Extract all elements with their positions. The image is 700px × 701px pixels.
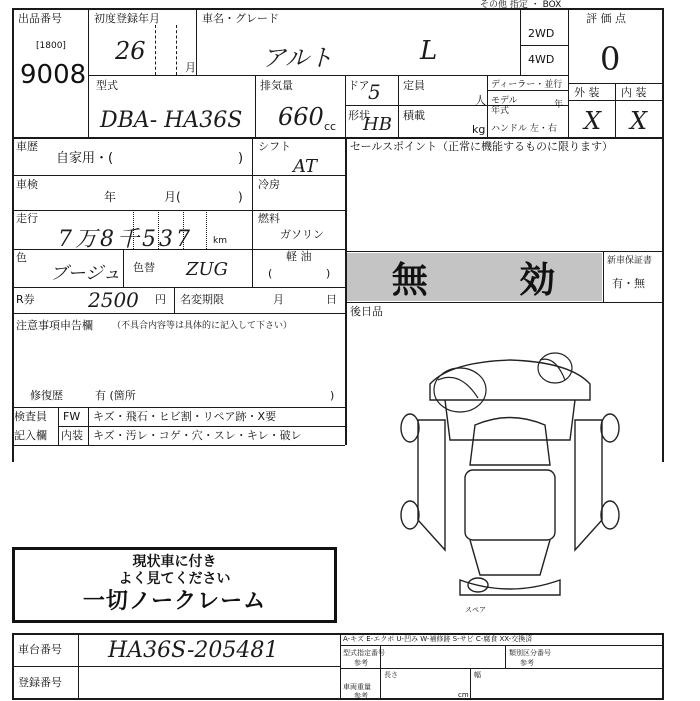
grade: L [420, 36, 438, 66]
model: DBA- HA36S [100, 108, 243, 133]
damage-circle-roof [434, 368, 486, 412]
rule [123, 249, 124, 287]
first-reg-month-unit: 月 [185, 61, 196, 74]
color-change-label: 色替 [133, 261, 155, 274]
drive-2wd: 2WD [528, 27, 555, 40]
warranty-value: 有・無 [612, 277, 645, 290]
rule [88, 8, 89, 137]
rule [12, 8, 14, 462]
rule [568, 83, 664, 84]
model-year-unit: 年 [554, 100, 564, 110]
rule [58, 426, 345, 427]
length-label: 長さ [384, 671, 398, 679]
mileage: 7万8千537 [58, 227, 193, 252]
fuel-label: 燃料 [258, 212, 280, 225]
exterior-label: 外 装 [574, 86, 600, 99]
vehicle-weight-label: 車両重量 [343, 683, 371, 691]
displacement: 660 [278, 103, 324, 131]
ac-label: 冷房 [258, 178, 280, 191]
interior-label: 内 装 [621, 86, 647, 99]
trunk-outline [470, 540, 550, 575]
wheel-front-left [401, 414, 419, 442]
rule [252, 137, 253, 287]
length-unit: cm [458, 691, 469, 699]
fuel-gasoline: ガソリン [280, 228, 324, 241]
fw-label: FW [63, 410, 81, 423]
rule [345, 75, 346, 137]
windshield-outline [445, 400, 575, 440]
rule [505, 645, 506, 668]
damage-legend: A-キズ E-エクボ U-凹み W-補修跡 S-サビ C-腐食 XX-交換済 [343, 635, 533, 643]
name-change-month: 月 [273, 293, 284, 306]
rear-bumper-outline [460, 580, 560, 595]
lot-number-label: 出品番号 [18, 12, 62, 25]
damage-stroke [540, 359, 565, 380]
rule [340, 645, 664, 646]
chassis-label: 車台番号 [18, 643, 62, 656]
rule [568, 100, 664, 101]
ref-label-3: 参考 [354, 692, 368, 700]
entry-label: 記入欄 [14, 429, 47, 442]
displacement-label: 排気量 [260, 79, 293, 92]
rule [88, 75, 568, 76]
exterior-grade: X [584, 107, 602, 135]
rule [345, 105, 568, 106]
rule [255, 75, 256, 137]
rule [12, 137, 664, 139]
rule [12, 287, 345, 288]
name-change-day: 日 [326, 293, 337, 306]
load-label: 積載 [403, 109, 425, 122]
rule [12, 313, 345, 314]
rule [340, 668, 664, 669]
rule [12, 407, 345, 408]
notes-label: 注意事項申告欄 [16, 319, 93, 332]
later-date-label: 後日品 [350, 305, 383, 318]
spare-label: スペア [465, 606, 486, 614]
car-name-label: 車名・グレード [202, 12, 279, 25]
displacement-unit: cc [324, 120, 337, 133]
history-label: 車歴 [16, 140, 38, 153]
left-side-outline [418, 420, 445, 550]
name-change-label: 名変期限 [180, 293, 224, 306]
capacity-unit: 人 [475, 94, 486, 107]
color: ブージュ [50, 263, 121, 284]
car-name: アルト [262, 44, 334, 72]
rule [487, 90, 568, 91]
rule [662, 8, 664, 462]
notice-line-1: 現状車に付き [132, 554, 217, 570]
ref-label-1: 参考 [354, 659, 368, 667]
first-reg-year: 26 [115, 37, 146, 65]
recycle-amount: 2500 [88, 288, 139, 312]
doors-label: ドア [348, 79, 370, 92]
shape: HB [363, 114, 392, 135]
dealer-label: ディーラー・並行 [491, 80, 563, 90]
shift: AT [293, 156, 318, 177]
notice-line-3: 一切ノークレーム [82, 589, 267, 614]
reg-number-label: 登録番号 [18, 676, 62, 689]
rule [206, 210, 207, 249]
top-partial-text: その他 指定 ・ BOX [480, 0, 562, 10]
inspection-year: 年 [104, 190, 117, 204]
rule [12, 666, 340, 667]
fuel-close: ) [326, 267, 331, 280]
wheel-rear-right [601, 501, 619, 529]
handle-label: ハンドル 左・右 [491, 124, 557, 134]
model-year-label: モデル年式 [491, 96, 518, 116]
right-side-outline [575, 420, 602, 550]
inspection-month: 月( [164, 190, 181, 204]
mileage-label: 走行 [16, 212, 38, 225]
sales-point-label: セールスポイント（正常に機能するものに限ります） [350, 140, 614, 153]
inspector-label: 検査員 [14, 410, 47, 423]
ref-label-2: 参考 [520, 659, 534, 667]
load-unit: kg [472, 123, 486, 136]
repair-close: ) [330, 389, 335, 402]
wheel-rear-left [401, 501, 419, 529]
type-spec-label: 型式指定番号 [343, 649, 385, 657]
hood-outline [470, 418, 550, 466]
rule [196, 8, 197, 75]
rule [568, 8, 569, 137]
wheel-front-right [601, 414, 619, 442]
rule [12, 8, 664, 10]
interior-items: キズ・汚レ・コゲ・穴・スレ・キレ・破レ [93, 429, 302, 442]
rule [603, 251, 604, 302]
color-label: 色 [16, 251, 27, 264]
fw-items: キズ・飛石・ヒビ割・リペア跡・X要 [93, 410, 277, 423]
damage-circle-front [538, 353, 572, 383]
first-reg-label: 初度登録年月 [94, 12, 160, 25]
rule [176, 25, 177, 75]
score: 0 [600, 40, 621, 78]
rule [58, 407, 59, 445]
rule [487, 75, 488, 137]
width-label: 幅 [474, 671, 481, 679]
car-damage-diagram [390, 340, 640, 610]
no-claim-notice [12, 547, 337, 623]
rule [470, 668, 471, 700]
rule [520, 45, 568, 46]
capacity-label: 定員 [403, 79, 425, 92]
inspection-close: ) [238, 190, 243, 204]
recycle-label: R券 [16, 293, 35, 306]
shape-label: 形状 [348, 109, 370, 122]
rule [88, 407, 89, 445]
void-char-2: 効 [519, 259, 558, 301]
inspection-label: 車検 [16, 178, 38, 191]
lot-number: 9008 [20, 60, 87, 90]
fuel-open: ( [268, 267, 273, 280]
rule [340, 633, 341, 700]
notes-hint: （不具合内容等は具体的に記入して下さい） [112, 321, 293, 331]
model-label: 型式 [96, 79, 118, 92]
rule [520, 8, 521, 75]
history-value: 自家用・( [56, 151, 114, 166]
notice-line-2: よく見てください [118, 571, 231, 587]
lot-bracket: [1800] [36, 41, 66, 51]
history-close: ) [238, 151, 244, 166]
repair-label: 修復歴 [30, 389, 63, 402]
shift-label: シフト [258, 140, 291, 153]
drive-4wd: 4WD [528, 53, 555, 66]
void-char-1: 無 [391, 259, 430, 301]
rule [615, 83, 616, 137]
mileage-unit: km [213, 236, 227, 246]
recycle-unit: 円 [155, 293, 166, 306]
interior-grade: X [630, 107, 648, 135]
repair-value: 有 (箇所 [95, 389, 136, 402]
rule [12, 210, 345, 211]
damage-stroke [438, 377, 478, 398]
chassis-number: HA36S-205481 [108, 638, 279, 663]
warranty-label: 新車保証書 [607, 256, 653, 266]
type-cat-label: 類別区分番号 [509, 649, 551, 657]
color-code: ZUG [186, 259, 229, 280]
rule [398, 75, 399, 137]
doors: 5 [368, 80, 381, 104]
interior-items-label: 内装 [61, 429, 83, 442]
rule [155, 25, 156, 75]
rule [174, 287, 175, 313]
void-stamp [347, 253, 602, 301]
fuel-light-oil: 軽 油 [286, 250, 312, 263]
score-label: 評 価 点 [586, 12, 626, 25]
rule [12, 445, 345, 446]
cabin-outline [465, 470, 555, 540]
